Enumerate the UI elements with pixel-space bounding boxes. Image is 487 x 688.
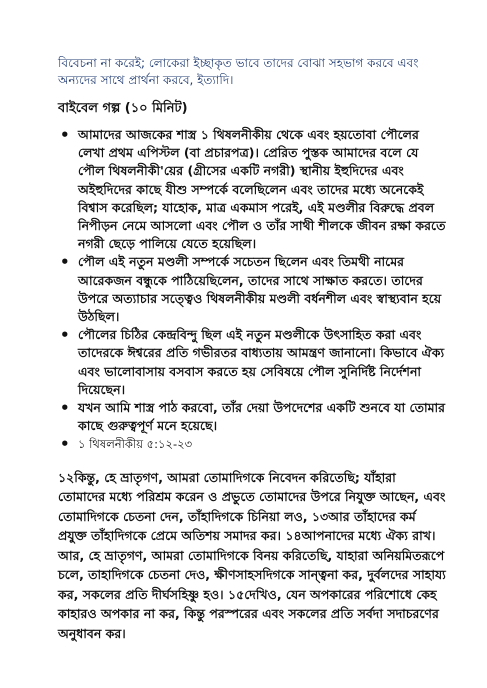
section-heading: বাইবেল গল্প (১০ মিনিট) [58,101,188,116]
scripture-reference: ১ থিষলনীকীয় ৫:১২-২৩ [78,437,193,452]
list-item [58,253,447,326]
bullet-icon: • [60,126,70,144]
list-item [58,126,447,253]
list-item-text: পৌল এই নতুন মণ্ডলী সম্পর্কে সচেতন ছিলেন এবং তিমথী নামের আরেকজন বন্ধুকে পাঠিয়েছিলেন, তাদের সাথে সাক্ষাত করতে। তাদের উপরে অত্যাচার সত্ত্বেও থিষলনীকীয় মণ্ডলী বর্ধনশীল এবং স্বাস্থ্যবান হয়ে উঠছিল। [78,254,442,325]
list-item-text: পৌলের চিঠির কেন্দ্রবিন্দু ছিল এই নতুন মণ্ডলীকে উৎসাহিত করা এবং তাদেরকে ঈশ্বরের প্রতি গভীরতর বাধ্যতায় আমন্ত্রণ জানানো। কিভাবে ঐক্য এবং ভালোবাসায় বসবাস করতে হয় সেবিষয়ে পৌল সুনির্দিষ্ট নির্দেশনা দিয়েছেন। [78,327,445,397]
list-item [58,326,447,399]
list-item [58,435,447,453]
list-item [58,399,447,435]
intro-paragraph: বিবেচনা না করেই; লোকেরা ইচ্ছাকৃত ভাবে তাদের বোঝা সহভাগ করবে এবং অন্যদের সাথে প্রার্থনা করবে, ইত্যাদি। [58,56,419,87]
scripture-passage: ১২কিন্তু, হে ভ্রাতৃগণ, আমরা তোমাদিগকে নিবেদন করিতেছি; যাঁহারা তোমাদের মধ্যে পরিশ্রম করেন ও প্রভুতে তোমাদের উপরে নিযুক্ত আছেন, এবং তোমাদিগকে চেতনা দেন, তাঁহাদিগকে চিনিয়া লও, ১৩আর তাঁহাদের কর্ম প্রযুক্ত তাঁহাদিগকে প্রেমে অতিশয় সমাদর কর। ১৪আপনাদের মধ্যে ঐক্য রাখ। আর, হে ভ্রাতৃগণ, আমরা তোমাদিগকে বিনয় করিতেছি, যাহারা অনিয়মিতরূপে চলে, তাহাদিগকে চেতনা দেও, ক্ষীণসাহসদিগকে সান্ত্বনা কর, দুর্বলদের সাহায্য কর, সকলের প্রতি দীর্ঘসহিষ্ণু হও। ১৫দেখিও, যেন অপকারের পরিশোধে কেহ কাহারও অপকার না কর, কিন্তু পরস্পরের এবং সকলের প্রতি সর্বদা সদাচরণের অনুধাবন কর। [58,469,446,641]
bullet-icon: • [60,399,70,418]
list-item-text: যখন আমি শাস্ত্র পাঠ করবো, তাঁর দেয়া উপদেশের একটি শুনবে যা তোমার কাছে গুরুত্বপূর্ণ মনে হয়েছে। [78,400,446,434]
bullet-icon: • [60,326,70,345]
bullet-list [58,126,447,454]
list-item-text: আমাদের আজকের শাস্ত্র ১ থিষলনীকীয় থেকে এবং হয়তোবা পৌলের লেখা প্রথম এপিস্টল (বা প্রচারপত্র)। প্রেরিত পুস্তক আমাদের বলে যে পৌল থিষলনীকী'য়ের (গ্রীসের একটি নগরী) স্থানীয় ইহুদিদের এবং অইহুদিদের কাছে যীশু সম্পর্কে বলেছিলেন এবং তাদের মধ্যে অনেকেই বিশ্বাস করেছিল; যাহোক, মাত্র একমাস পরেই, এই মণ্ডলীর বিরুদ্ধে প্রবল নিপীড়ন নেমে আসলো এবং পৌল ও তাঁর সাথী শীলকে জীবন রক্ষা করতে নগরী ছেড়ে পালিয়ে যেতে হয়েছিল। [78,127,446,252]
bullet-icon: • [60,435,70,454]
bullet-icon: • [60,253,70,272]
